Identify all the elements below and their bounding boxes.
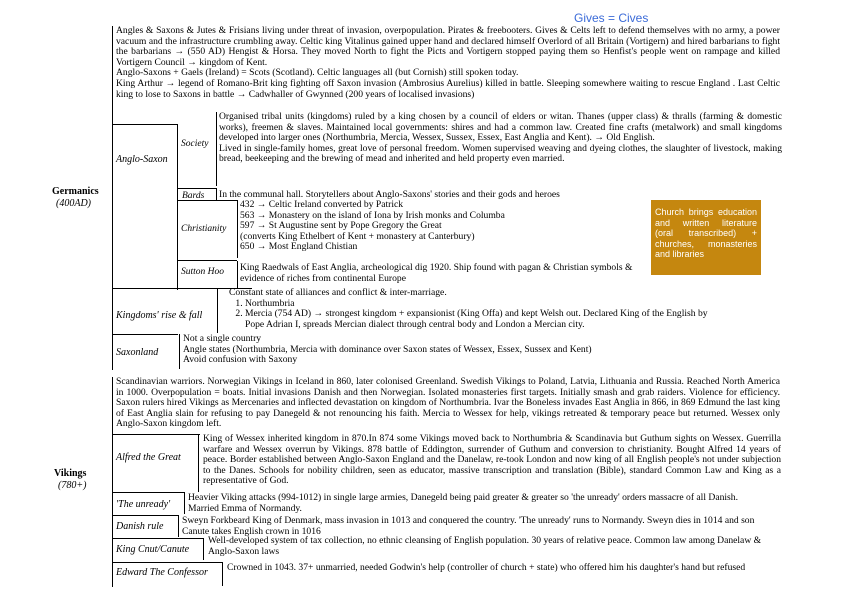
germanics-intro-p3: King Arthur → legend of Romano-Brit king fighting off Saxon invasion (Ambrosius Aurelius) killed in battle. Sleeping somewhere waiting to rescue England . Last Celtic king to lose to Saxons in battle → Cadwhaller of Gwynned (200 years of localised invasions) <box>116 77 780 100</box>
kingdom-item: 1. Northumbria <box>245 299 709 310</box>
saxonland-line: Angle states (Northumbria, Mercia with dominance over Saxon states of Wessex, Essex, Sussex and Kent) <box>183 343 592 355</box>
germanics-intro-p1: Angles & Saxons & Jutes & Frisians living under threat of invasion, overpopulation. Pirates & freebooters. Gives & Celts left to defend themselves with no army, a power vacuum and the infrastructure crumbling away. Celtic king Vitalinus gained upper hand and declared himself Overlord of all Britain (Vortigern) and hired barbarians to fight the barbarians → (550 AD) Hengist & Horsa. They moved North to fight the Picts and Vortigern stopped paying them so Henfist's people went on rampage and killed Vortigern Council → kingdom of Kent. <box>116 25 780 68</box>
label-bards: Bards <box>182 191 205 201</box>
label-unready: 'The unready' <box>116 499 171 510</box>
divider <box>112 515 178 516</box>
section-date-vikings: (780+) <box>58 480 87 491</box>
christianity-item: 597 → St Augustine sent by Pope Gregory the Great <box>240 220 442 232</box>
section-title-germanics: Germanics <box>52 186 99 197</box>
bracket-vikings <box>112 377 113 587</box>
kingdoms-text <box>229 288 709 330</box>
germanics-intro-p2: Anglo-Saxons + Gaels (Ireland) = Scots (Scotland). Celtic languages all (but Cornish) still spoken today. <box>116 67 519 79</box>
section-date-germanics: (400AD) <box>56 198 91 209</box>
label-danish-rule: Danish rule <box>116 521 164 532</box>
bracket-anglo-saxon <box>177 124 178 290</box>
bracket-society <box>216 112 217 186</box>
sutton-hoo-text: King Raedwals of East Anglia, archeological dig 1920. Ship found with pagan & Christian symbols & evidence of riches from continental Europe <box>240 262 633 284</box>
saxonland-line: Not a single country <box>183 333 262 344</box>
vikings-intro: Scandinavian warriors. Norwegian Vikings in Iceland in 860, later colonised Greenland. Swedish Vikings to Poland, Latvia, Lithuania and Russia. Reached North America in 1000. Overpopulation = boats. Initial invasions Danish and then Norwegian. Isolated monasteries first targets. Initially smash and grab raiders. Violence for efficiency. Saxon rulers hired Vikings as Mercenaries and inflected devastation on kingdom of Northumbria. Ivar the Boneless invades East Anglia in 866, in 869 Edmund the last king of East Anglia slain for refusing to pay Danegeld & not renouncing his faith. Mercia to Wessex for help, vikings retreated & temporary peace but returned. Wessex only Anglo-Saxon kingdom left. <box>116 376 780 430</box>
christianity-item: 432 → Celtic Ireland converted by Patrick <box>240 199 404 210</box>
society-p2: Lived in single-family homes, great love of personal freedom. Women supervised weaving and dyeing clothes, the slaughter of livestock, making bread, beekeeping and the brewing of mead and inherited and held property even married. <box>219 142 782 165</box>
label-society: Society <box>181 139 209 149</box>
section-title-vikings: Vikings <box>54 468 87 479</box>
christianity-item: 650 → Most England Chistian <box>240 241 358 253</box>
divider <box>112 562 222 563</box>
bracket-alfred <box>198 434 199 492</box>
alfred-text: King of Wessex inherited kingdom in 870.In 874 some Vikings moved back to Northumbria & Scandinavia but Guthum sights on Wessex. Guerrilla warfare and Wessex overrun by Vikings. 878 battle of Eddington, surrender of Guthum and conversion to christianity. Bought Alfred 14 years of peace. Border established between Anglo-Saxon England and the Danelaw, re-took London and now king of all English people's not under subjection to the Danes. Schools for nobility children, seen as educator, massive transcription and translation (Bible), standard Common Law and King as a representative of God. <box>203 433 781 487</box>
label-saxonland: Saxonland <box>116 347 159 358</box>
bracket-cnut <box>203 538 204 560</box>
saxonland-line: Avoid confusion with Saxony <box>183 354 298 366</box>
kingdom-item: 2. Mercia (754 AD) → strongest kingdom + expansionist (King Offa) and kept Welsh out. Declared King of the English by Pope Adrian I, spreads Mercian dialect through central body and London a Mercian city. <box>245 309 709 330</box>
bracket-kingdoms <box>217 289 218 333</box>
christianity-list <box>240 200 640 253</box>
gives-heading: Gives = Cives <box>574 11 649 25</box>
label-christianity: Christianity <box>181 224 227 234</box>
bracket-edward <box>222 562 223 586</box>
divider <box>112 434 200 435</box>
bracket-unready <box>184 492 185 514</box>
kingdoms-intro: Constant state of alliances and conflict & inter-marriage. <box>229 287 447 298</box>
edward-text: Crowned in 1043. 37+ unmarried, needed Godwin's help (controller of church + state) who offered him his daughter's hand but refused <box>227 562 746 573</box>
unready-text: Heavier Viking attacks (994-1012) in single large armies, Danegeld being paid greater & greater so 'the unready' orders massacre of all Danish. Married Emma of Normandy. <box>188 492 738 514</box>
bracket-saxonland <box>179 334 180 369</box>
bracket-germanics <box>112 26 113 370</box>
label-anglo-saxon: Anglo-Saxon <box>116 154 168 165</box>
church-note: Church brings education and written literature (oral transcribed) + churches, monasteries and libraries <box>651 200 761 275</box>
christianity-item: (converts King Ethelbert of Kent + monastery at Canterbury) <box>240 230 475 242</box>
label-kingdoms: Kingdoms' rise & fall <box>116 310 203 321</box>
label-edward: Edward The Confessor <box>116 567 208 578</box>
bracket-bards <box>216 189 217 200</box>
kingdoms-list <box>229 299 709 331</box>
bracket-sutton-hoo <box>237 261 238 288</box>
bards-text: In the communal hall. Storytellers about Anglo-Saxons' stories and their gods and heroes <box>219 189 560 200</box>
christianity-item: 563 → Monastery on the island of Iona by Irish monks and Columba <box>240 209 505 221</box>
divider <box>112 124 178 125</box>
cnut-text: Well-developed system of tax collection, no ethnic cleansing of English population. 30 years of relative peace. Common law among Danelaw & Anglo-Saxon laws <box>208 535 762 557</box>
divider <box>177 200 237 201</box>
society-p1: Organised tribal units (kingdoms) ruled by a king chosen by a council of elders or witan. Thanes (upper class) & thralls (farming & domestic works), freemen & slaves. Maintained local governments: shires and had a common law. Created fine crafts (metalwork) and small kingdoms developed into larger ones (Northumbria, Mercia, Wessex, Sussex, Essex, East Anglia and Kent). → Old English. <box>219 111 782 144</box>
divider <box>177 260 237 261</box>
label-alfred: Alfred the Great <box>116 452 181 463</box>
germanics-intro <box>116 26 780 100</box>
bracket-christianity <box>237 200 238 258</box>
danish-rule-text: Sweyn Forkbeard King of Denmark, mass invasion in 1013 and conquered the country. 'The unready' runs to Normandy. Sweyn dies in 1014 and son Canute takes English crown in 1016 <box>182 515 755 537</box>
society-text <box>219 112 782 165</box>
label-sutton-hoo: Sutton Hoo <box>181 267 225 277</box>
divider <box>177 188 217 189</box>
divider <box>112 538 204 539</box>
saxonland-text <box>183 334 683 366</box>
divider <box>112 334 178 335</box>
bracket-danish-rule <box>178 515 179 537</box>
divider <box>112 492 184 493</box>
label-cnut: King Cnut/Canute <box>116 544 190 555</box>
